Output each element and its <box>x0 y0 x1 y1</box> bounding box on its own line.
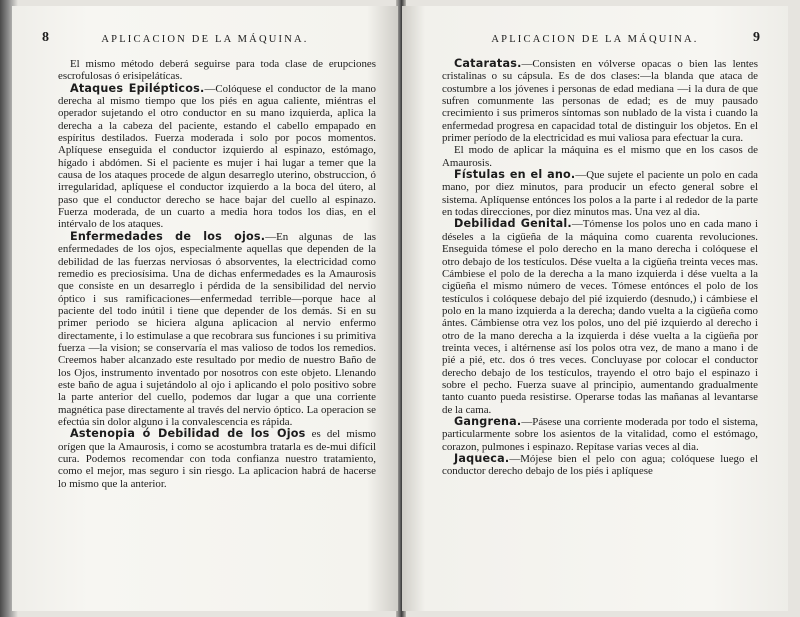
paragraph-text: es del mismo orígen que la Amaurosis, i como se acostumbra tratarla es de-mui difícil cura. Podemos recomendar con toda confianza nuestro tratamiento, como el mejor, mas seguro i sin riesgo. La aplicacion habrá de hacerse lo mismo que la anterior. <box>58 428 376 490</box>
paragraph-text: El mismo método deberá seguirse para toda clase de erupciones escrofulosas ó erisipelátícas. <box>58 58 376 83</box>
paragraph <box>442 58 758 144</box>
entry-title: Fístulas en el ano. <box>454 168 576 182</box>
paragraph <box>442 218 758 416</box>
left-page <box>12 6 398 611</box>
entry-title: Cataratas. <box>454 57 522 70</box>
running-head: APLICACION DE LA MÁQUINA. <box>491 34 699 45</box>
paragraph-text: —Tómense los polos uno en cada mano i déseles a la cigüeña de la máquina como cuarenta revoluciones. Enseguida tómese el polo derecho en la mano derecha i colóquese el otro debajo de los testículos. Dése vuelta a la cigüeña treinta veces mas. Cámbiese el polo de la derecha a la mano izquierda i dése vuelta a la cigüeña el mismo número de veces. Tómese entónces el polo de los testículos i colóquese debajo del pié izquierdo (desnudo,) i cámbiese el polo en la mano izquierda a la derecha; dando vuelta a la cigüeña como ántes. Cámbiense otra vez los polos, uno del pié izquierdo al derecho i otro de la mano derecha a la izquierda i dése vuelta a la cigüeña por treinta veces, i altérnense así los polos otra vez, de mano a mano i de pié a pié, etc. dos ó tres veces. Concluyase por colocar el conductor derecho debajo de los testículos, trayendo el otro bajo el espinazo i sobre el pecho. Fuerza suave al principio, aumentando gradualmente tanto cuanto pueda resistirse. Operarse todas las mañanas al levantarse de la cama. <box>442 218 759 416</box>
paragraph <box>58 83 376 231</box>
paragraph-text: —En algunas de las enfermedades de los ojos, especialmente aquellas que dependen de la debilidad de las fuerzas nerviosas ó absorventes, la electricidad como remedio es preciosísima. Una de dichas enfermedades es la Amaurosis que consiste en un desarreglo i pérdida de la sensibilidad del nervio óptico i sus ramificaciones—enfermedad terrible—porque hace al paciente del todo inútil i tiene que depender de los demás. Si en su primer periodo se hiciera alguna aplicacion al nervio enfermo directamente, i lo estimulase a que recobrara sus funciones i su primitiva fuerza —la vision; se conservaría el mas valioso de todos los remedios. Creemos haber alcanzado este resultado por medio de nuestro Baño de los Ojos, instrumento inventado por nosotros con este objeto. Llenando este baño de agua i sujetándolo al ojo i aplicando el polo positivo sobre la parte anterior del cuello, podemos dar lugar a que una corriente magnética pase directamente al través del nervio óptico. La operacion se efectúa sin dolor alguno i la convalescencia es rápida. <box>58 230 376 428</box>
paragraph <box>58 428 376 490</box>
page-body <box>442 58 758 478</box>
right-page <box>402 6 788 611</box>
paragraph <box>442 416 758 453</box>
entry-title: Gangrena. <box>454 414 522 428</box>
entry-title: Astenopia ó Debilidad de los Ojos <box>70 427 306 441</box>
paragraph <box>442 169 758 218</box>
page-body <box>58 58 376 490</box>
paragraph-text: El modo de aplicar la máquina es el mismo que en los casos de Amaurosis. <box>442 144 758 169</box>
paragraph <box>58 58 376 83</box>
entry-title: Ataques Epilépticos. <box>70 81 205 95</box>
paragraph <box>442 453 758 478</box>
paragraph-text: —Pásese una corriente moderada por todo el sistema, particularmente sobre los asientos de la vitalidad, como el estómago, corazon, pulmones i espinazo. Repítase varias veces al dia. <box>442 415 758 453</box>
paragraph <box>442 144 758 169</box>
paragraph-text: —Mójese bien el pelo con agua; colóquese luego el conductor derecho debajo de los piés i aplíquese <box>442 453 758 478</box>
running-head: APLICACION DE LA MÁQUINA. <box>101 34 309 45</box>
paragraph-text: —Colóquese el conductor de la mano derecha al mismo tiempo que los piés en agua caliente, miéntras el operador sujetando el otro conductor en su mano izquierda, aplica la derecha a la cabeza del paciente, estando el cabello empapado en espíritus destilados. Fuerza moderada i solo por pocos momentos. Aplíquese enseguida el conductor izquierdo al espinazo, estómago, hígado i abdómen. Si el paciente es mujer i hai lugar a temer que la causa de los ataques procede de algun desarreglo uterino, obstruccion, ó irregularidad, aplíquese el conductor izquierdo a la boca del útero, al paso que el conductor derecho se hace bajar del cuello al espinazo. Fuerza moderada, de un cuarto a media hora todos los dias, en el intérvalo de los ataques. <box>58 82 376 231</box>
paragraph <box>58 231 376 429</box>
entry-title: Debilidad Genital. <box>454 217 572 231</box>
page-number: 9 <box>753 30 760 45</box>
page-number: 8 <box>42 30 49 45</box>
paragraph-text: —Consisten en vólverse opacas o bien las lentes cristalinas o su cápsula. Es de dos clases:—la blanda que ataca de costumbre a los jóvenes i personas de edad mediana —i la dura de que sufren comunmente las personas de edad; es de muy pausado crecimiento i sus primeros síntomas son nublado de la vista i cuando la enfermedad progresa en capacidad total de distinguir los objetos. En el primer período de la electricidad es mui valiosa para efectuar la cura. <box>442 58 758 145</box>
entry-title: Enfermedades de los ojos. <box>70 229 266 243</box>
paragraph-text: —Que sujete el paciente un polo en cada mano, por diez minutos, para producir un efecto general sobre el sistema. Aplíquense entónces los polos a la parte i al rededor de la parte en todas direcciones, por diez minutos mas. Una vez al dia. <box>442 169 758 219</box>
entry-title: Jaqueca. <box>454 452 510 465</box>
